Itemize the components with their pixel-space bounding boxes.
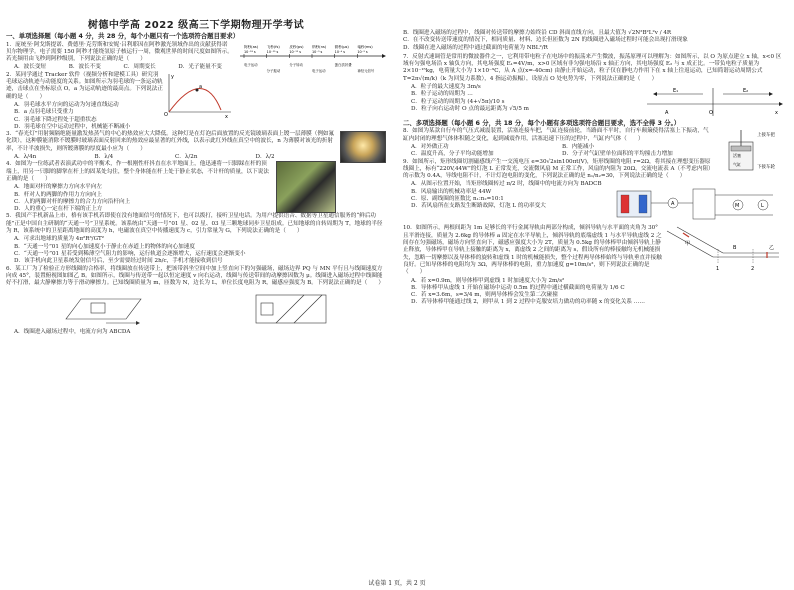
page-footer: 试卷第 1 页，共 2 页 — [368, 580, 426, 587]
rail-figure — [663, 225, 783, 273]
option-d[interactable]: D．线圈在进入磁场的过程中通过截面的电荷量为 NBL²/R — [403, 44, 548, 51]
question-4 — [6, 161, 386, 213]
trajectory-figure — [163, 72, 233, 118]
option-c[interactable]: C．羽毛球下降过程处于超重状态 — [14, 116, 97, 123]
section-single-choice: 一、单项选择题（每小题 4 分，共 28 分，每个小题只有一个选项符合题目要求） — [6, 32, 240, 41]
motor-label: M — [735, 203, 740, 210]
shock-absorber-figure — [713, 128, 783, 172]
scale-unit-label: 毫秒(ms) — [357, 44, 373, 49]
option-d[interactable]: D．人的重心一定在杆下端的正上方 — [14, 206, 103, 213]
option-c[interactable]: C．若 x=3.6m，s=3/4 m，则两导体棒会发生第二次碰撞 — [411, 292, 558, 299]
option-a[interactable]: A．线圈进入磁场过程中，电流方向为 ABCDA — [14, 329, 131, 336]
field-figure — [643, 84, 783, 120]
question-8-options — [411, 144, 713, 159]
option-d[interactable]: D．若风扇所在支路发生断路故障，灯泡 L 的功率变大 — [411, 203, 546, 210]
option-c[interactable]: C．人的两脚对杆的摩擦力的合力方向沿杆向上 — [14, 198, 131, 205]
question-7 — [403, 53, 783, 117]
scale-unit-label: 皮秒(ps) — [289, 44, 304, 49]
rod-b-label: 乙 — [769, 245, 775, 252]
option-b[interactable]: B．波长不变 — [68, 64, 101, 71]
question-6 — [6, 266, 386, 337]
question-7-text: 7．反射式速调管是常用的微波器件之一，它利用带电粒子在电场中的振荡来产生微波，振荡原理可以理解为：如图所示，以 O 为原点建立 x 轴，x<0 区域有匀强电场沿 x 轴负方向，其电场强度 E₁=4V/m，x>0 区域有非匀强电场沿 x 轴正方向，其电场强度 E₂ 与 x 成正比。一带负电粒子质量为 2×10⁻¹⁵kg，电荷量大小为 1×10⁻⁹C，从 A 点(x=-40cm) 由静止开始运动，粒子仅在静电力作用下在 x 轴上往返运动，已知简谐运动周期公式 T=2π√(m/k)（k 为回复力系数），4 指运动振幅），设原点 O 处电势为零，下列说法正确的是（ ） — [403, 53, 782, 82]
option-a[interactable]: A．地面对杆的摩擦力方向水平向左 — [14, 184, 102, 191]
option-d[interactable]: D．粒子向右运动时 O 点的最远距离为 √5/5 m — [411, 105, 529, 112]
label-a: A — [665, 110, 669, 117]
scale-power-label: 10⁻¹² s — [289, 49, 302, 54]
label-cylinder: 气缸 — [733, 162, 741, 168]
option-a[interactable]: A．可求出地球的质量为 4π²R³/GT² — [14, 236, 105, 243]
y-axis-label: y — [171, 73, 174, 80]
option-c[interactable]: C．在不改变传送带速度的情况下，相同质量、材料、边长但匝数为 2N 的线圈进入磁场过程时可能会出现打滑现象 — [403, 37, 688, 44]
scale-unit-label: 飞秒(fs) — [266, 44, 280, 49]
question-9-text: 9．如图所示，矩形线圈切割磁感线产生一交流电压 e=30√2sin100πt(V)，矩形线圈的电阻 r=2Ω，将其接在理想变压器原线圈上，标有“220V,44W”的灯泡 L 正常发光，交流微风扇 M 正常工作，风扇的内阻为 20Ω，交流电流表 A（不考虑内阻）的示数为 0.4A，导线电阻不计，不计灯泡电阻的变化，下列说法正确的是 n₁/n₂=30，下列说法正确的是（ ） — [403, 158, 711, 180]
option-a[interactable]: A．若 x=0.9m，则导体棒甲到虚线 1 时加速度大小为 2m/s² — [411, 277, 565, 284]
scale-power-label: 10⁻⁹ s — [312, 49, 323, 54]
question-8-text: 8．如图为某款自行车的气压式减震装置，活塞连接车把，气缸连接前轮，当路面不平时，自行车颠簸使得活塞上下振动，气缸内封闭的理想气体体积随之变化，起到减震作用，活塞迅速下压的过程中，气缸内气体（ ） — [403, 128, 709, 142]
option-b[interactable]: B．粒子运动的周期为 … — [411, 91, 473, 98]
scale-note-label: 神经元信号 — [357, 68, 375, 73]
question-5-text: 5．我国产手机新品上市，格有该手机若即使在没有地面信号的情况下，也可以拨打，接听卫星电话。为用户提供语音、数据等卫星通信服务的“鲜后功能”正是中国自主研制的“天通一号”卫星系统。该系统由“天通一号”01 星、02 星、03 星三颗地球同步卫星组成。已知地球的自转周期为 T，地球的半径为 R，该系统中的卫星距离地面的高度为 h，电磁波在真空中传播速度为 c，引力常量为 G，下列说法正确的是（ ） — [6, 213, 383, 235]
option-b[interactable]: B．导体棒甲从虚线 1 开始在磁场中运动 0.5m 的过程中通过横截面的电荷量为 1/6 C — [411, 284, 625, 291]
rod-a-label: 甲 — [685, 241, 691, 248]
scale-power-label: 10⁻¹⁵ s — [266, 49, 279, 54]
question-3 — [6, 131, 386, 161]
left-column — [6, 0, 386, 337]
question-10-options — [411, 278, 783, 307]
lamp-label: L — [761, 203, 764, 210]
page-title: 树德中学高 2022 级高三下学期物理开学考试 — [87, 20, 305, 31]
question-1 — [6, 42, 386, 72]
option-d[interactable]: D．该手机向此卫星系统发射信号后，至少需要经过时间 2h/c，手机才能接收到信号 — [14, 258, 223, 265]
question-6-text: 6．某工厂为了检验正方形线圈的合格率，将线圈放在传送带上，把该带斜坐空间中加上竖直向下的匀强磁场，磁场边界 PQ 与 MN 平行且与线圈速度方向成 45°，装置俯视图如图乙 B。如图所示，线圈与传送带一起以恒定速度 v 向右运动，线圈与传送带间的动摩擦因数为 μ。线圈进入磁场过程中线圈能好不打滑，最大静摩擦力等于滑动摩擦力。已知线圈质量为 m，匝数为 N，边长为 L，单位长度电阻为 R，磁感应强度为 B。下列说法正确的是（ ） — [6, 265, 384, 287]
label-e1: E₁ — [673, 88, 679, 95]
question-5-options — [14, 236, 386, 265]
label-x: x — [775, 110, 778, 117]
option-c[interactable]: C．周期变长 — [123, 64, 156, 71]
question-2 — [6, 72, 386, 131]
scale-note-label: 电子运动 — [244, 62, 258, 67]
scale-power-label: 10⁻⁶ s — [334, 49, 345, 54]
scale-unit-label: 微秒(μs) — [334, 44, 349, 49]
coil-figures — [6, 289, 386, 327]
question-3-text: 3．“春光灯”用射频隔绝能量激发热蒸气的中心的热效应大大降低。这种灯是在灯泡后面放置的反光镜玻璃表面上镀一层薄膜（例如氟化镁），这种膜能消除不镀膜时玻璃表面反射回来的热效应最显著的红外线，以表示此红外线在真空中的波长，n 为薄膜对该光的折射率，不计半波损失，则所镀薄膜的厚度最小应为（ ） — [6, 131, 335, 152]
section-multiple-choice: 二、多项选择题（每小题 6 分，共 18 分，每个小题有多项选项符合题目要求，选不全得 3 分。） — [403, 119, 681, 128]
ammeter-label: A — [671, 201, 675, 208]
label-e2: E₂ — [743, 88, 749, 95]
question-4-options — [14, 184, 272, 213]
option-b[interactable]: B．杆对人的两脚的作用力方向向上 — [14, 191, 103, 198]
question-10 — [403, 225, 783, 306]
question-6-options — [14, 329, 386, 336]
label-piston: 活塞 — [733, 153, 741, 159]
transformer-figure — [613, 181, 783, 225]
question-1-options — [14, 64, 233, 71]
option-d[interactable]: D．若导体棒甲能通过线 2，则甲从 1 到 2 过程中克服安培力做功的功率随 x 的变化关系 …… — [411, 299, 645, 306]
question-5 — [6, 213, 386, 265]
question-4-text: 4．如图为一位练武者表演武功中的平衡术，作一根刚性杆抖直在水平地面上，他迅速将一只脚踩在杆的顶端上，用另一只脚的脚掌在杆上的固某处勾住，整个身体能在杆上处于静止状态，不计杆的质量，以下说法正确的是（ ） — [6, 161, 269, 182]
scale-note-label: 分子振动 — [266, 68, 281, 73]
coil-figure-a — [56, 289, 146, 327]
scale-note-label: 分子转动 — [289, 62, 303, 67]
option-d[interactable]: D．光子能量不变 — [178, 64, 222, 71]
option-a[interactable]: A．λ/4n — [14, 154, 37, 161]
question-6-options-continued — [403, 30, 783, 52]
label-wheel: 下接车轮 — [757, 165, 775, 171]
line-1-label: 1 — [716, 266, 720, 273]
x-axis-label: x — [225, 113, 228, 118]
option-d[interactable]: D．羽毛球在空中运动过程中，机械能不断减小 — [14, 123, 131, 130]
option-d[interactable]: D．λ/2 — [255, 154, 275, 161]
option-c[interactable]: C．粒子运动的周期为 (4+√5π)/10 s — [411, 98, 505, 105]
question-2-options — [14, 102, 163, 131]
label-handlebar: 上接车把 — [757, 133, 775, 139]
option-a[interactable]: A．波长变短 — [14, 64, 47, 71]
field-b-label: B — [733, 245, 737, 252]
option-b[interactable]: B．a 点羽毛球只受重力 — [14, 109, 74, 116]
option-c[interactable]: C．温度升高，分子平均动能增加 — [411, 151, 494, 158]
scale-unit-label: 纳秒(ns) — [312, 44, 327, 49]
option-b[interactable]: B．内能减小 — [562, 143, 595, 150]
option-a[interactable]: A．羽毛球水平方向的运动为匀速直线运动 — [14, 101, 119, 108]
option-c[interactable]: C．原、副线圈的匝数比 n₁:n₂=10:1 — [411, 196, 504, 203]
question-10-text: 10．如图所示，两根间距为 1m 足够长的平行金属导轨由两部分构成，倾斜导轨与水平面的夹角为 30°且平滑连接，质量为 2.6kg 的导体棒 a 固定在水平导轨上，倾斜导轨的底端虚线 1 与水平导轨虚线 2 之间存在匀强磁场，磁场方向竖直向下，磁感应强度大小为 2T，质量为 0.5kg 的导体棒甲由倾斜导轨上静止释放，导体棒甲在导轨上接触的距离为 x，离虚线 2 之间的距离为 s，假设所有的棒接触均无机械能损失，忽略一切摩擦以及导体棒的旋转和虚线 1 时的机械能损失，整个过程两导体棒始终与导轨垂直并接触良好。已知导体棒的电阻均为 3Ω，两导体棒的电阻，重力加速度 g=10m/s²，则下列说法正确的是（ ） — [403, 225, 662, 276]
question-9-options — [411, 181, 613, 210]
option-c[interactable]: C．λ/2n — [175, 154, 198, 161]
option-b[interactable]: B．风扇输出的机械功率是 44W — [411, 188, 492, 195]
question-7-options — [411, 84, 643, 113]
scale-note-label: 蛋白质折叠 — [334, 62, 352, 67]
origin-label: O — [164, 111, 168, 118]
lamp-photo — [340, 131, 386, 163]
right-column — [403, 30, 783, 307]
option-b[interactable]: B．λ/4 — [94, 154, 114, 161]
line-2-label: 2 — [751, 266, 755, 273]
coil-figure-b — [246, 289, 336, 327]
option-d[interactable]: D．分子对气缸壁单位面积的平均撞击力增加 — [562, 151, 673, 158]
label-origin: O — [709, 110, 713, 117]
option-a[interactable]: A．对外做正功 — [411, 143, 449, 150]
option-b[interactable]: B．线圈进入磁场的过程中，线圈对传送带的摩擦力始终沿 CD 斜面直线方向，且最大值为 √2N²B²L²v / 4R — [403, 30, 672, 36]
question-2-text: 2．某同学通过 Tracker 软件（视频分析和建模工具）研究羽毛球运动轨迹与动能度的关系。如图所示为羽毛球的一条运动轨迹，击球点在坐标原点 O，a 为运动轨迹的最高点。下列说法正确的是（ ） — [6, 71, 163, 100]
option-c[interactable]: C．“天通一号”01 星若受到稀薄空气阻力的影响，运行轨道会逐渐增大，运行速度会逐渐变小 — [14, 250, 246, 257]
martial-artist-photo — [276, 161, 336, 213]
scale-note-label: 电子运动 — [312, 68, 326, 73]
scale-power-label: 10⁻³ s — [357, 49, 368, 54]
scale-power-label: 10⁻¹⁸ s — [244, 49, 256, 54]
option-b[interactable]: B．“天通一号”01 星的向心加速度小于静止在赤道上的物体的向心加速度 — [14, 243, 195, 250]
question-1-text: 1．庞统至·阿戈斯提诺、费德里·克劳斯和安妮·吕利耶因在阿秒激光领域作出的贡献获得诺贝尔物理学。电子需要 150 阿秒才能绕氢原子核运行一周，微观世界的时间尺度如图所示。若光频用由飞秒到阿秒级别，下列说法正确的是（ ） — [6, 41, 233, 63]
option-a[interactable]: A．从图示位置开始，当矩形线圈转过 π/2 时，线圈中的电流方向为 BADCB — [411, 181, 602, 188]
scale-unit-label: 阿秒(as) — [244, 44, 259, 49]
apex-label: a — [199, 83, 203, 90]
option-a[interactable]: A．粒子的最大速度为 3m/s — [411, 84, 481, 91]
